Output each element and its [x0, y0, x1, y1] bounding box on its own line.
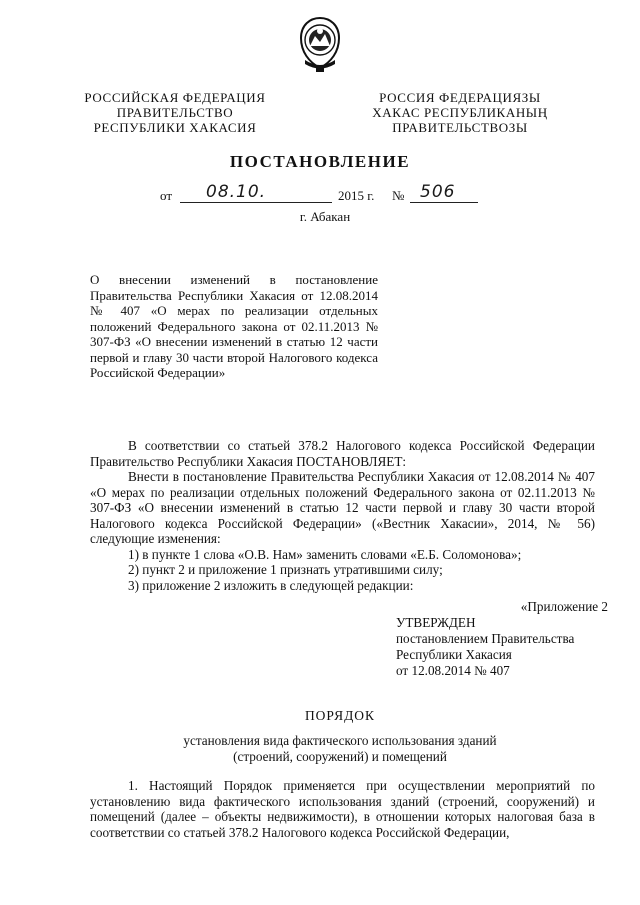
- approved-line-3: от 12.08.2014 № 407: [396, 663, 510, 678]
- body-paragraph-2: Внести в постановление Правительства Республики Хакасия от 12.08.2014 № 407 «О мерах по реализации отдельных положений Федерального закона от 02.11.2013 № 307-ФЗ «О внесении изменений в статью 12 части первой и главу 30 части второй Налогового кодекса Российской Федерации» («Вестник Хакасии», 2014, № 56) следующие изменения:: [90, 469, 595, 546]
- body-item-3: 3) приложение 2 изложить в следующей редакции:: [128, 577, 414, 593]
- header-russian: [70, 90, 280, 135]
- number-handwritten: 506: [420, 182, 456, 202]
- date-underline: [180, 202, 332, 203]
- date-prefix: от: [160, 188, 173, 203]
- header-left-line-1: РОССИЙСКАЯ ФЕДЕРАЦИЯ: [84, 90, 266, 105]
- procedure-subtitle: [0, 733, 640, 764]
- body-item-2: 2) пункт 2 и приложение 1 признать утратившими силу;: [128, 562, 443, 577]
- approved-label: УТВЕРЖДЕН: [396, 615, 476, 630]
- appendix-reference: «Приложение 2: [520, 599, 608, 614]
- approval-block: [396, 615, 626, 679]
- document-title: ПОСТАНОВЛЕНИЕ: [229, 152, 411, 171]
- header-right-line-3: ПРАВИТЕЛЬСТВОЗЫ: [392, 120, 528, 135]
- date-number-line: [160, 182, 490, 206]
- document-body: [90, 438, 595, 593]
- procedure-title: ПОРЯДОК: [304, 708, 376, 723]
- header-left-line-3: РЕСПУБЛИКИ ХАКАСИЯ: [93, 120, 257, 135]
- number-sign: №: [392, 188, 405, 203]
- date-handwritten: 08.10.: [206, 182, 267, 202]
- procedure-clause: [90, 778, 595, 840]
- number-underline: [410, 202, 478, 203]
- approved-line-1: постановлением Правительства: [396, 631, 575, 646]
- header-right-line-1: РОССИЯ ФЕДЕРАЦИЯЗЫ: [379, 90, 541, 105]
- header-khakas: [350, 90, 570, 135]
- city: г. Абакан: [299, 209, 351, 224]
- header-right-line-2: ХАКАС РЕСПУБЛИКАНЫҢ: [372, 105, 548, 120]
- procedure-subtitle-line-2: (строений, сооружений) и помещений: [233, 748, 447, 764]
- header-left-line-2: ПРАВИТЕЛЬСТВО: [116, 105, 234, 120]
- body-paragraph-1: В соответствии со статьей 378.2 Налогового кодекса Российской Федерации Правительство Республики Хакасия ПОСТАНОВЛЯЕТ:: [90, 438, 595, 469]
- procedure-clause-1: 1. Настоящий Порядок применяется при осуществлении мероприятий по установлению вида фактического использования зданий (строений, сооружений) и помещений (далее – объекты недвижимости), в отношении которых налоговая база в соответствии со статьей 378.2 Налогового кодекса Российской Федерации,: [90, 778, 595, 840]
- procedure-subtitle-line-1: установления вида фактического использования зданий: [183, 733, 497, 748]
- body-item-1: 1) в пункте 1 слова «О.В. Нам» заменить словами «Е.Б. Соломонова»;: [128, 546, 522, 562]
- document-subject: О внесении изменений в постановление Правительства Республики Хакасия от 12.08.2014 № 407 «О мерах по реализации отдельных положений Федерального закона от 02.11.2013 № 307-ФЗ «О внесении изменений в статью 12 части первой и главу 30 части второй Налогового кодекса Российской Федерации»: [90, 272, 378, 380]
- approved-line-2: Республики Хакасия: [396, 647, 512, 662]
- coat-of-arms-emblem: [297, 16, 343, 74]
- year-text: 2015 г.: [338, 188, 375, 203]
